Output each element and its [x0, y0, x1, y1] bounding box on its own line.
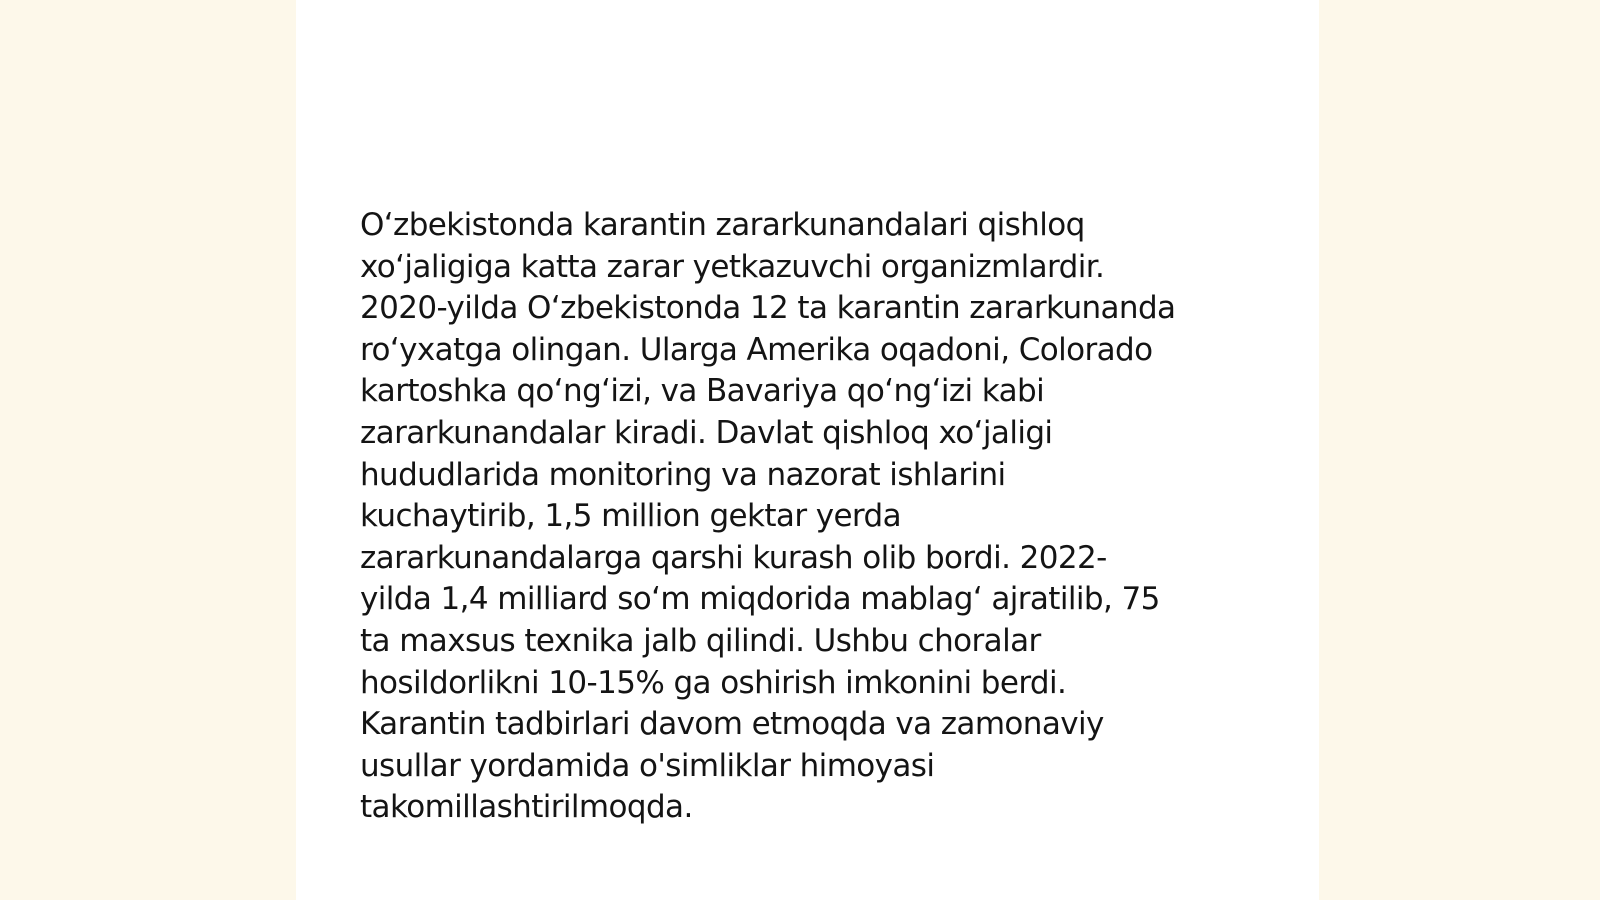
- document-page: [296, 0, 1319, 900]
- body-paragraph: O‘zbekistonda karantin zararkunandalari qishloq xo‘jaligiga katta zarar yetkazuvchi organizmlardir. 2020-yilda O‘zbekistonda 12 ta karantin zararkunanda ro‘yxatga olingan. Ularga Amerika oqadoni, Colorado kartoshka qo‘ng‘izi, va Bavariya qo‘ng‘izi kabi zararkunandalar kiradi. Davlat qishloq xo‘jaligi hududlarida monitoring va nazorat ishlarini kuchaytirib, 1,5 million gektar yerda zararkunandalarga qarshi kurash olib bordi. 2022- yilda 1,4 milliard so‘m miqdorida mablag‘ ajratilib, 75 ta maxsus texnika jalb qilindi. Ushbu choralar hosildorlikni 10-15% ga oshirish imkonini berdi. Karantin tadbirlari davom etmoqda va zamonaviy usullar yordamida o'simliklar himoyasi takomillashtirilmoqda.: [360, 207, 1176, 826]
